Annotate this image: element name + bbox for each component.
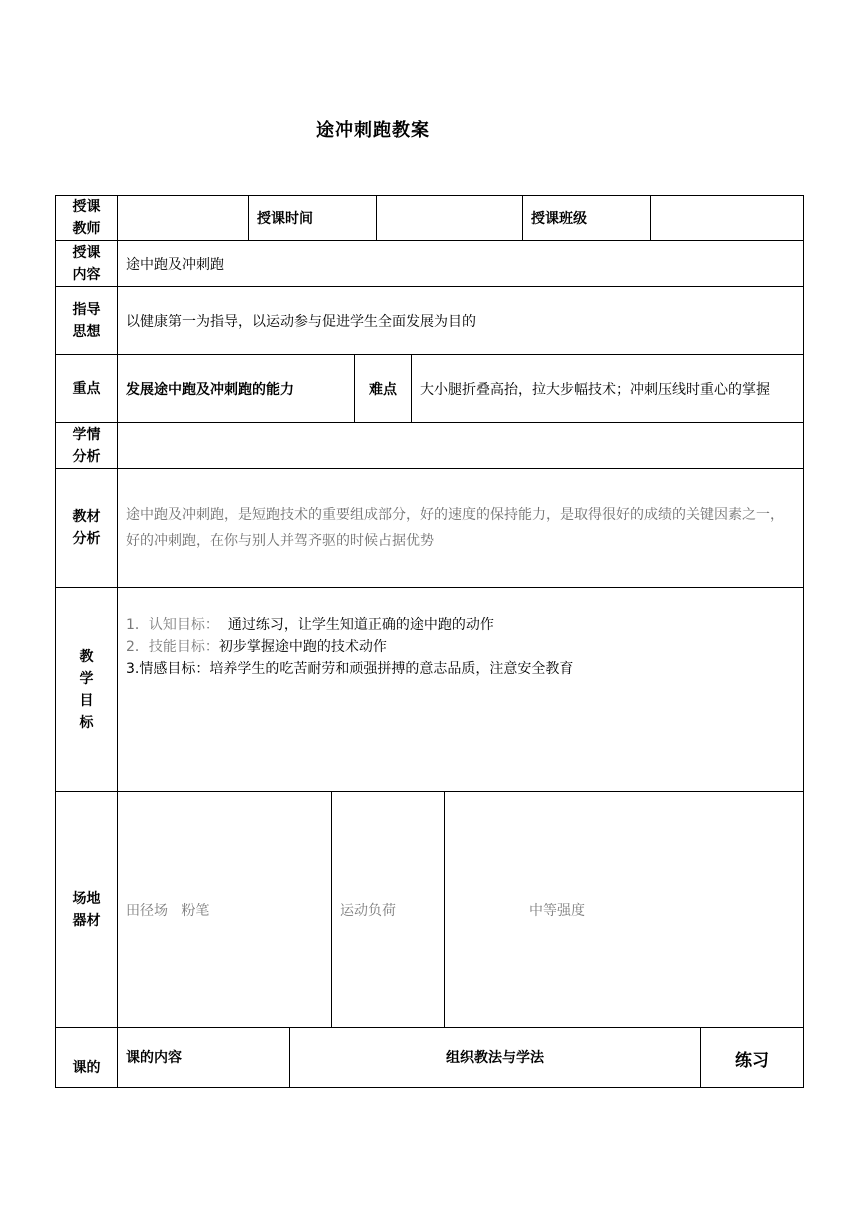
goal-2-text: 初步掌握途中跑的技术动作 bbox=[218, 639, 387, 655]
content-label bbox=[56, 241, 117, 286]
load-label: 运动负荷 bbox=[331, 792, 444, 1027]
goals-label bbox=[56, 588, 117, 791]
guidance-label bbox=[56, 287, 117, 354]
material-label bbox=[56, 469, 117, 587]
equipment-value: 田径场 粉笔 bbox=[117, 792, 331, 1027]
lesson-method-header: 组织教法与学法 bbox=[289, 1028, 700, 1087]
student-label-text: 学情分析 bbox=[72, 426, 101, 465]
key-value: 发展途中跑及冲刺跑的能力 bbox=[117, 355, 354, 422]
class-label: 授课班级 bbox=[522, 196, 650, 240]
time-label: 授课时间 bbox=[248, 196, 376, 240]
goals-label-char-2: 学 bbox=[79, 670, 94, 687]
lesson-practice-header: 练习 bbox=[700, 1028, 803, 1087]
guidance-label-text: 指导思想 bbox=[72, 301, 101, 340]
lesson-label: 课的 bbox=[72, 1060, 101, 1076]
difficulty-label: 难点 bbox=[354, 355, 411, 422]
goal-1-prefix: 1．认知目标： bbox=[126, 617, 219, 633]
goal-2 bbox=[126, 636, 387, 658]
page-title: 途冲刺跑教案 bbox=[316, 120, 430, 141]
header-row bbox=[55, 195, 804, 241]
goal-1 bbox=[126, 614, 494, 636]
key-label: 重点 bbox=[72, 380, 101, 397]
material-row bbox=[55, 468, 804, 588]
lesson-row bbox=[55, 1027, 804, 1088]
teacher-label-text: 授课教师 bbox=[72, 199, 101, 237]
venue-row bbox=[55, 791, 804, 1028]
material-label-text: 教材分析 bbox=[72, 509, 101, 547]
content-label-text: 授课内容 bbox=[72, 244, 101, 283]
venue-label bbox=[56, 792, 117, 1027]
goals-label-char-4: 标 bbox=[79, 714, 94, 731]
time-value[interactable] bbox=[376, 196, 522, 240]
goals-value bbox=[117, 588, 803, 791]
lesson-content-header: 课的内容 bbox=[117, 1028, 289, 1087]
key-row bbox=[55, 354, 804, 423]
difficulty-value: 大小腿折叠高抬，拉大步幅技术；冲刺压线时重心的掌握 bbox=[411, 355, 803, 422]
goal-1-text: 通过练习，让学生知道正确的途中跑的动作 bbox=[218, 617, 494, 633]
student-label bbox=[56, 423, 117, 468]
goal-3: 3.情感目标：培养学生的吃苦耐劳和顽强拼搏的意志品质，注意安全教育 bbox=[126, 661, 574, 677]
load-value: 中等强度 bbox=[444, 792, 803, 1027]
guidance-row bbox=[55, 286, 804, 355]
class-value[interactable] bbox=[650, 196, 803, 240]
teacher-value[interactable] bbox=[117, 196, 248, 240]
material-value: 途中跑及冲刺跑，是短跑技术的重要组成部分，好的速度的保持能力，是取得很好的成绩的关键因素之一，好的冲刺跑，在你与别人并驾齐驱的时候占据优势 bbox=[117, 469, 803, 587]
student-value[interactable] bbox=[117, 423, 803, 468]
student-row bbox=[55, 422, 804, 469]
content-row bbox=[55, 240, 804, 287]
goals-label-char-1: 教 bbox=[79, 648, 94, 665]
goal-2-prefix: 2．技能目标： bbox=[126, 639, 219, 655]
goals-row bbox=[55, 587, 804, 792]
goals-label-char-3: 目 bbox=[79, 692, 94, 709]
content-value: 途中跑及冲刺跑 bbox=[117, 241, 803, 286]
venue-label-text: 场地器材 bbox=[72, 890, 101, 929]
guidance-value: 以健康第一为指导，以运动参与促进学生全面发展为目的 bbox=[117, 287, 803, 354]
teacher-label bbox=[56, 196, 117, 240]
